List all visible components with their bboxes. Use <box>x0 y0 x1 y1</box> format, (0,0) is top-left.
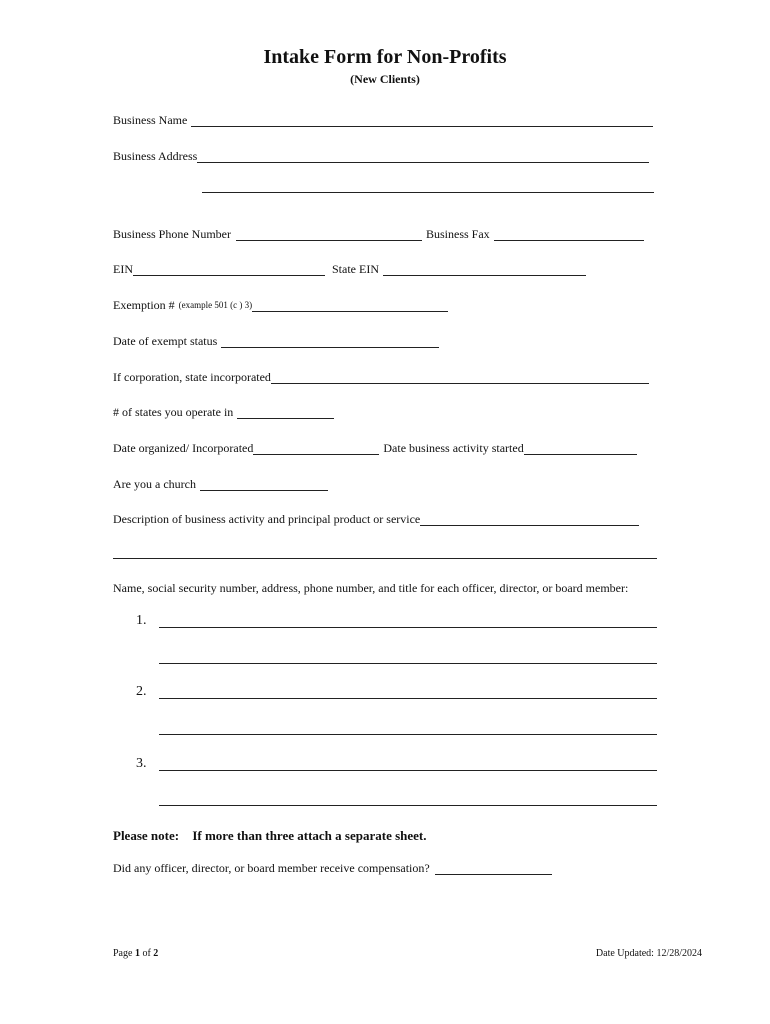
business-address-label: Business Address <box>113 149 198 163</box>
exempt-date-row <box>113 334 439 348</box>
officer-number-3: 3. <box>136 756 147 771</box>
page-of: of <box>142 948 151 959</box>
exempt-date-label: Date of exempt status <box>113 334 218 348</box>
officer-2-line-2[interactable] <box>159 734 657 735</box>
note-text: If more than three attach a separate sheet. <box>192 828 427 843</box>
description-row <box>113 512 639 526</box>
compensation-row <box>113 861 552 875</box>
description-field-2[interactable] <box>113 558 657 559</box>
officer-2-line-1[interactable] <box>159 698 657 699</box>
officer-1-line-1[interactable] <box>159 627 657 628</box>
exemption-field[interactable] <box>252 300 448 312</box>
officers-prompt-text: Name, social security number, address, phone number, and title for each officer, director, or board member: <box>113 581 629 595</box>
exemption-example: (example 501 (c ) 3) <box>178 300 253 310</box>
description-field[interactable] <box>420 514 639 526</box>
date-activity-label: Date business activity started <box>383 441 524 455</box>
form-subtitle: (New Clients) <box>350 72 420 86</box>
corp-state-row <box>113 370 649 384</box>
business-address-field-2[interactable] <box>202 192 654 193</box>
state-ein-field[interactable] <box>383 264 586 276</box>
page-prefix: Page <box>113 948 133 959</box>
officers-prompt <box>113 581 628 595</box>
compensation-field[interactable] <box>435 863 552 875</box>
date-activity-field[interactable] <box>524 443 637 455</box>
state-ein-label: State EIN <box>332 262 379 276</box>
business-address-row <box>113 149 649 163</box>
corp-state-field[interactable] <box>271 372 649 384</box>
page-current: 1 <box>134 948 140 959</box>
corp-state-label: If corporation, state incorporated <box>113 370 271 384</box>
officer-number-1: 1. <box>136 613 147 628</box>
form-title: Intake Form for Non-Profits <box>263 46 507 68</box>
compensation-label: Did any officer, director, or board member receive compensation? <box>113 861 430 875</box>
ein-row <box>113 262 586 276</box>
business-phone-field[interactable] <box>236 229 422 241</box>
description-label: Description of business activity and principal product or service <box>113 512 421 526</box>
business-name-row <box>113 113 653 127</box>
business-fax-label: Business Fax <box>426 227 490 241</box>
business-name-field[interactable] <box>191 115 653 127</box>
business-address-field[interactable] <box>197 151 649 163</box>
date-organized-label: Date organized/ Incorporated <box>113 441 254 455</box>
exemption-row <box>113 298 448 312</box>
officer-number-2: 2. <box>136 684 147 699</box>
church-row <box>113 477 328 491</box>
num-states-label: # of states you operate in <box>113 405 234 419</box>
please-note <box>113 828 427 844</box>
phone-fax-row <box>113 227 644 241</box>
num-states-field[interactable] <box>237 407 334 419</box>
num-states-row <box>113 405 334 419</box>
officer-1-line-2[interactable] <box>159 663 657 664</box>
exemption-label: Exemption # <box>113 298 175 312</box>
church-field[interactable] <box>200 479 328 491</box>
date-organized-field[interactable] <box>253 443 379 455</box>
dates-row <box>113 441 637 455</box>
officer-3-line-2[interactable] <box>159 805 657 806</box>
church-label: Are you a church <box>113 477 196 491</box>
officer-3-line-1[interactable] <box>159 770 657 771</box>
note-label: Please note: <box>113 828 180 843</box>
date-updated: Date Updated: 12/28/2024 <box>595 948 702 959</box>
business-fax-field[interactable] <box>494 229 644 241</box>
business-phone-label: Business Phone Number <box>113 227 231 241</box>
ein-field[interactable] <box>133 264 325 276</box>
page-total: 2 <box>153 948 159 959</box>
ein-label: EIN <box>113 262 133 276</box>
page-number <box>113 948 158 959</box>
business-name-label: Business Name <box>113 113 188 127</box>
exempt-date-field[interactable] <box>221 336 439 348</box>
